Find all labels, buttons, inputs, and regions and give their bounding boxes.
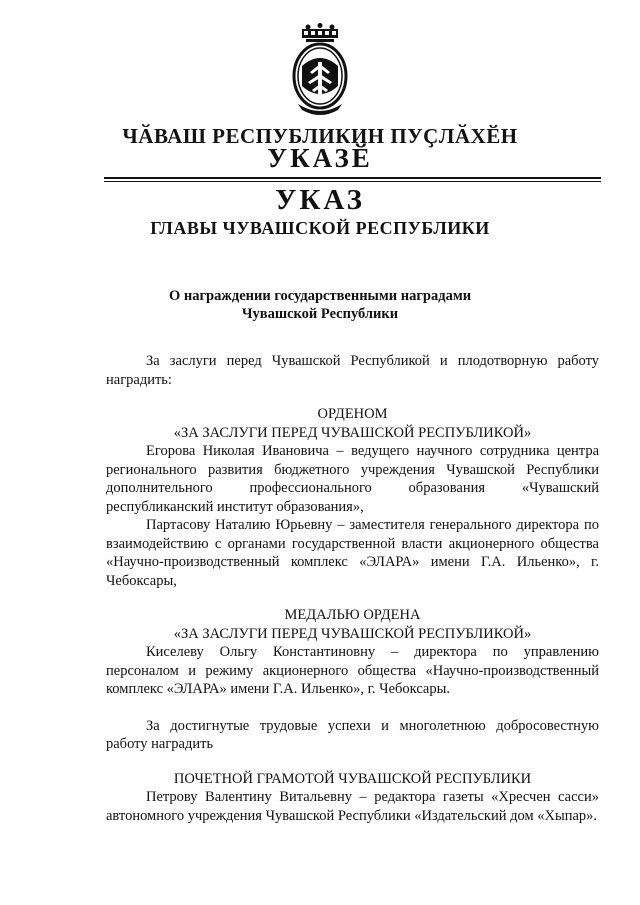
awardee-paragraph: Егорова Николая Ивановича – ведущего научного сотрудника центра регионального развития бюджетного учреждения Чувашской Республики дополнительного профессионального образования «Чувашский республиканский институт образования», — [106, 443, 599, 515]
intro-paragraph: За достигнутые трудовые успехи и многолетнюю добросовестную работу наградить — [106, 717, 599, 752]
subject-line-2: Чувашской Республики — [241, 306, 399, 322]
awardee-paragraph: Петрову Валентину Витальевну – редактора газеты «Хресчен сасси» автономного учреждения Чувашской Республики «Издательский дом «Хыпар». — [106, 789, 599, 824]
header-rule-thick — [104, 177, 601, 179]
chuvash-decree-title: УКАЗӖ — [267, 143, 373, 173]
decree-subject — [0, 287, 640, 323]
award-title: ОРДЕНОМ — [317, 406, 388, 422]
award-title: МЕДАЛЬЮ ОРДЕНА — [284, 607, 421, 623]
award-name: «ЗА ЗАСЛУГИ ПЕРЕД ЧУВАШСКОЙ РЕСПУБЛИКОЙ» — [173, 424, 532, 441]
award-title: ПОЧЕТНОЙ ГРАМОТОЙ ЧУВАШСКОЙ РЕСПУБЛИКИ — [173, 770, 532, 787]
intro-paragraph: За заслуги перед Чувашской Республикой и плодотворную работу наградить: — [106, 353, 599, 388]
awardee-paragraph: Киселеву Ольгу Константиновну – директора по управлению персоналом и режиму акционерного общества «Научно-производственный комплекс «ЭЛАРА» имени Г.А. Ильенко», г. Чебоксары. — [106, 644, 599, 697]
decree-body — [106, 352, 599, 825]
decree-title: УКАЗ — [275, 184, 365, 216]
subject-line-1: О награждении государственными наградами — [168, 288, 472, 304]
chuvash-coat-of-arms-icon — [280, 22, 360, 118]
header-rule-thin — [104, 181, 601, 182]
decree-subtitle: ГЛАВЫ ЧУВАШСКОЙ РЕСПУБЛИКИ — [150, 218, 490, 238]
chuvash-header-line: ЧӐВАШ РЕСПУБЛИКИН ПУҪЛӐХӖН — [122, 124, 518, 148]
awardee-paragraph: Партасову Наталию Юрьевну – заместителя генерального директора по взаимодействию с органами государственной власти акционерного общества «Научно-производственный комплекс «ЭЛАРА» имени Г.А. Ильенко», г. Чебоксары, — [106, 517, 599, 589]
award-name: «ЗА ЗАСЛУГИ ПЕРЕД ЧУВАШСКОЙ РЕСПУБЛИКОЙ» — [173, 625, 532, 642]
